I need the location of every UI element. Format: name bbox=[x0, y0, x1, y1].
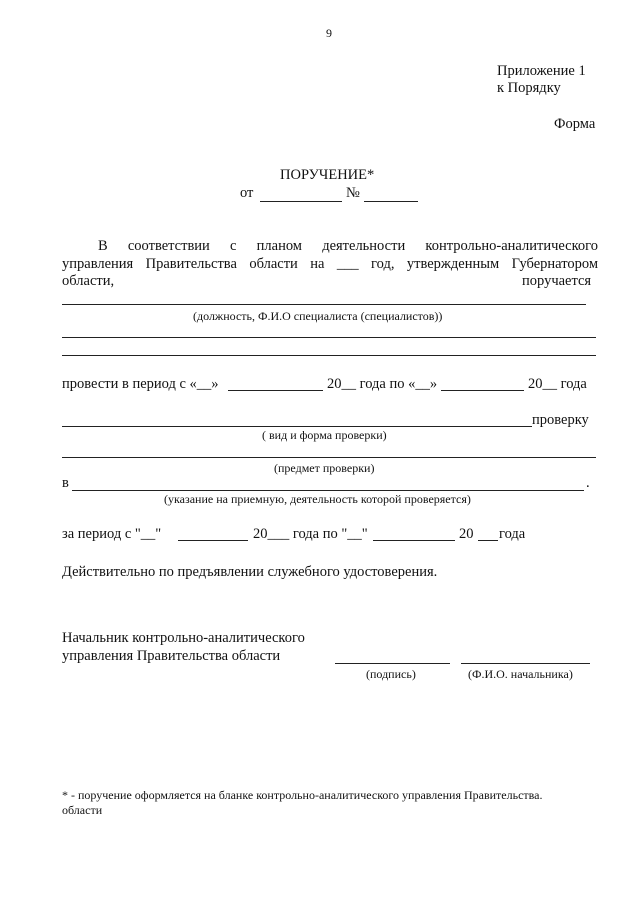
period2-year-line bbox=[478, 540, 498, 541]
check-type-caption: ( вид и форма проверки) bbox=[262, 428, 387, 442]
appendix-line-1: Приложение 1 bbox=[497, 63, 586, 79]
check-word: проверку bbox=[532, 412, 589, 428]
page-number: 9 bbox=[326, 26, 332, 40]
period2-mid: 20___ года по "__" bbox=[253, 526, 368, 542]
form-label: Форма bbox=[554, 116, 596, 132]
period2-end-line bbox=[373, 540, 455, 541]
number-field-line bbox=[364, 201, 418, 202]
intro-line-3-right: поручается bbox=[522, 273, 592, 289]
specialist-caption: (должность, Ф.И.О специалиста (специалистов)) bbox=[193, 309, 443, 323]
period2-end-year: 20 bbox=[459, 526, 474, 542]
period2-end-word: года bbox=[499, 526, 526, 542]
signatory-line-2: управления Правительства области bbox=[62, 648, 281, 664]
intro-line-1: В соответствии с планом деятельности контрольно-аналитического bbox=[98, 238, 598, 254]
blank-line-2 bbox=[62, 355, 596, 356]
period2-start-line bbox=[178, 540, 248, 541]
check-subject-caption: (предмет проверки) bbox=[274, 461, 375, 475]
period-year-2: 20__ года bbox=[528, 376, 587, 392]
title-from-label: от bbox=[240, 185, 254, 201]
validity-text: Действительно по предъявлении служебного удостоверения. bbox=[62, 564, 438, 580]
footnote-line-2: области bbox=[62, 803, 103, 817]
period-end-line bbox=[441, 390, 524, 391]
intro-line-2: управления Правительства области на ___ год, утвержденным Губернатором bbox=[62, 256, 598, 272]
head-name-line bbox=[461, 663, 590, 664]
specialist-field-line bbox=[62, 304, 586, 305]
signature-caption: (подпись) bbox=[366, 667, 416, 681]
head-name-caption: (Ф.И.О. начальника) bbox=[468, 667, 573, 681]
check-type-line bbox=[62, 426, 532, 427]
organization-line bbox=[72, 490, 584, 491]
period2-prefix: за период с "__" bbox=[62, 526, 162, 542]
appendix-line-2: к Порядку bbox=[497, 80, 561, 96]
organization-caption: (указание на приемную, деятельность которой проверяется) bbox=[164, 492, 471, 506]
footnote-line-1: * - поручение оформляется на бланке контрольно-аналитического управления Правительства. bbox=[62, 788, 543, 802]
period-prefix: провести в период с «__» bbox=[62, 376, 219, 392]
in-suffix: . bbox=[586, 475, 590, 491]
check-subject-line bbox=[62, 457, 596, 458]
signatory-line-1: Начальник контрольно-аналитического bbox=[62, 630, 305, 646]
signature-line bbox=[335, 663, 450, 664]
title-number-sign: № bbox=[346, 185, 360, 201]
date-field-line bbox=[260, 201, 342, 202]
period-start-line bbox=[228, 390, 323, 391]
blank-line-1 bbox=[62, 337, 596, 338]
intro-line-3-left: области, bbox=[62, 273, 115, 289]
period-year-1: 20__ года по «__» bbox=[327, 376, 438, 392]
document-title: ПОРУЧЕНИЕ* bbox=[280, 167, 375, 183]
in-prefix: в bbox=[62, 475, 69, 491]
